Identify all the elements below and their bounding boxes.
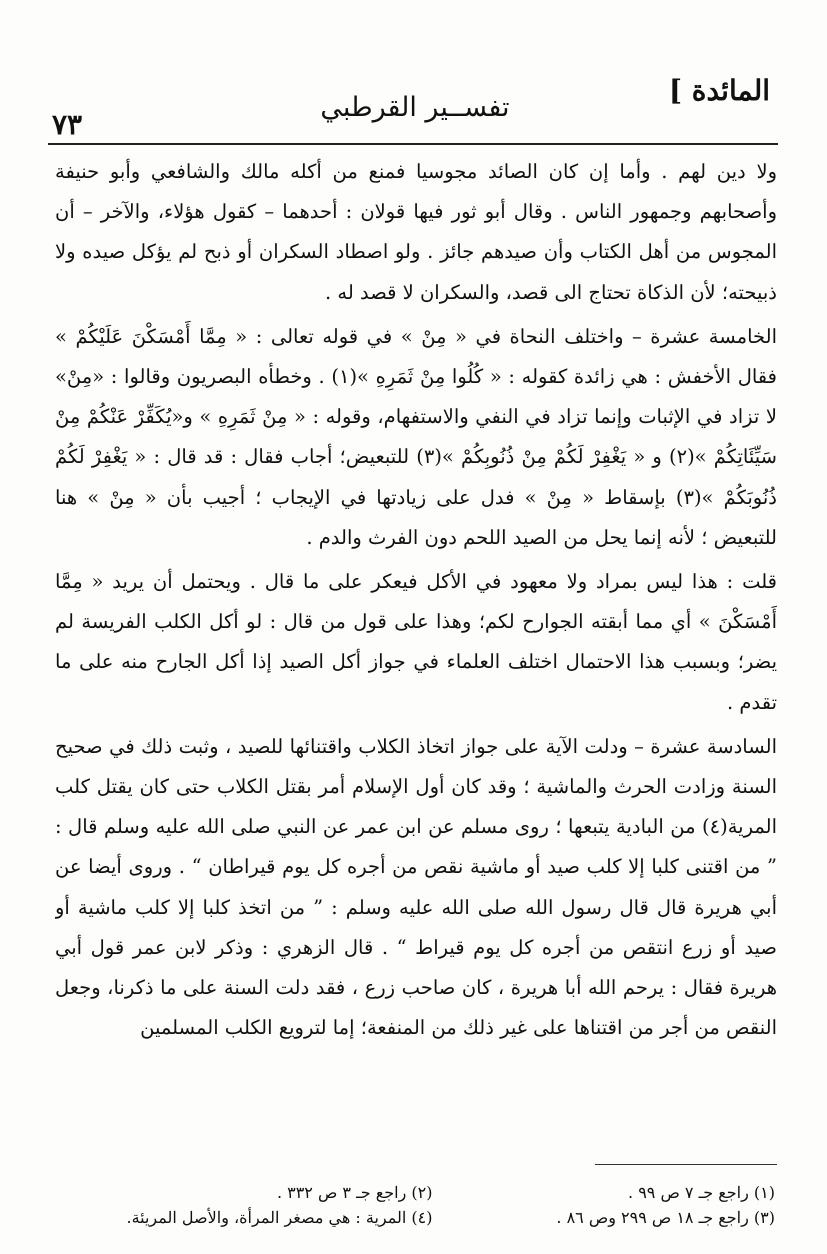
footnote-divider <box>595 1164 777 1165</box>
footnote: (٣) راجع جـ ١٨ ص ٢٩٩ وص ٨٦ . <box>556 1208 775 1227</box>
footnote-row <box>90 1205 775 1230</box>
paragraph: قلت : هذا ليس بمراد ولا معهود في الأكل فيعكر على ما قال . ويحتمل أن يريد « مِمَّا أَمْسَكْنَ » أي مما أبقته الجوارح لكم؛ وهذا على قول من قال : لو أكل الكلب الفريسة لم يضر؛ وبسبب هذا الاحتمال اختلف العلماء في جواز أكل الصيد إذا أكل الجارح منه على ما تقدم . <box>55 570 777 714</box>
paragraph: السادسة عشرة – ودلت الآية على جواز اتخاذ الكلاب واقتنائها للصيد ، وثبت ذلك في صحيح السنة وزادت الحرث والماشية ؛ وقد كان أول الإسلام أمر بقتل الكلاب حتى كان يقتل كلب المرية(٤) من البادية يتبعها ؛ روى مسلم عن ابن عمر عن النبي صلى الله عليه وسلم قال : ” من اقتنى كلبا إلا كلب صيد أو ماشية نقص من أجره كل يوم قيراطان “ . وروى أيضا عن أبي هريرة قال قال رسول الله صلى الله عليه وسلم : ” من اتخذ كلبا إلا كلب ماشية أو صيد أو زرع انتقص من أجره كل يوم قيراط “ . قال الزهري : وذكر لابن عمر قول أبي هريرة فقال : يرحم الله أبا هريرة ، كان صاحب زرع ، فقد دلت السنة على ما ذكرنا، وجعل النقص من أجر من اقتناها على غير ذلك من المنفعة؛ إما لترويع الكلب المسلمين <box>55 734 777 1040</box>
footnotes <box>90 1180 775 1250</box>
main-text <box>55 152 777 1157</box>
paragraph: الخامسة عشرة – واختلف النحاة في « مِنْ » في قوله تعالى : « مِمَّا أَمْسَكْنَ عَلَيْكُمْ » فقال الأخفش : هي زائدة كقوله : « كُلُوا مِنْ ثَمَرِهِ »(١) . وخطأه البصريون وقالوا : «مِنْ» لا تزاد في الإثبات وإنما تزاد في النفي والاستفهام، وقوله : « مِنْ ثَمَرِهِ » و«يُكَفِّرْ عَنْكُمْ مِنْ سَيِّئَاتِكُمْ »(٢) و « يَغْفِرْ لَكُمْ مِنْ ذُنُوبِكُمْ »(٣) للتبعيض؛ أجاب فقال : قد قال : « يَغْفِرْ لَكُمْ ذُنُوبَكُمْ »(٣) بإسقاط « مِنْ » فدل على زيادتها في الإيجاب ؛ أجيب بأن « مِنْ » هنا للتبعيض ؛ لأنه إنما يحل من الصيد اللحم دون الفرث والدم . <box>55 324 777 549</box>
paragraph: ولا دين لهم . وأما إن كان الصائد مجوسيا فمنع من أكله مالك والشافعي وأبو حنيفة وأصحابهم وجمهور الناس . وقال أبو ثور فيها قولان : أحدهما – كقول هؤلاء، والآخر – أن المجوس من أهل الكتاب وأن صيدهم جائز . ولو اصطاد السكران أو ذبح لم يؤكل صيده ولا ذبيحته؛ لأن الذكاة تحتاج الى قصد، والسكران لا قصد له . <box>55 160 777 304</box>
footnote-row <box>90 1180 775 1205</box>
running-title: تفســير القرطبي <box>320 92 510 123</box>
footnote: (١) راجع جـ ٧ ص ٩٩ . <box>628 1183 775 1202</box>
surah-name: المائدة ] <box>668 74 770 107</box>
page-number: ٧٣ <box>52 108 83 141</box>
header-divider <box>48 143 778 145</box>
footnote: (٤) المرية : هي مصغر المرأة، والأصل المريئة. <box>126 1208 433 1227</box>
footnote: (٢) راجع جـ ٣ ص ٣٣٢ . <box>276 1183 433 1202</box>
page-header <box>40 70 780 140</box>
